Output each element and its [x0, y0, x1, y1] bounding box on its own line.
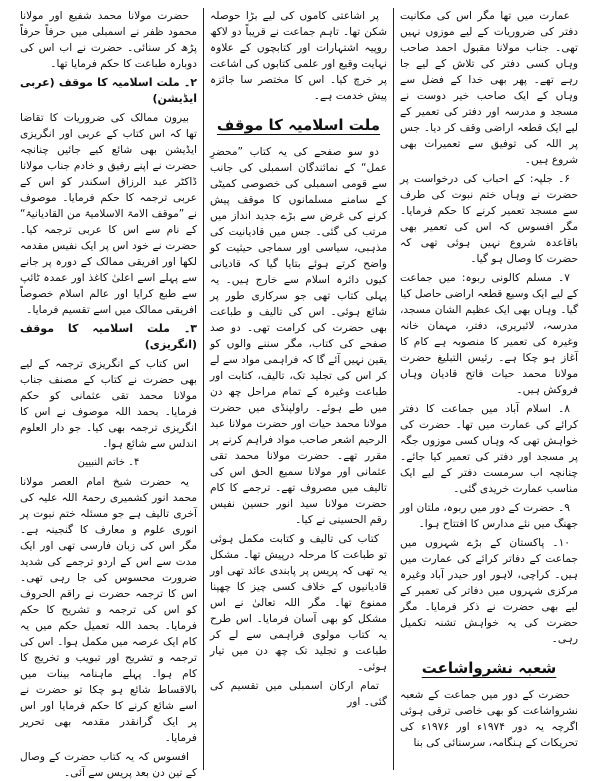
paragraph: بیرون ممالک کی ضروریات کا تقاضا تھا کہ اس کتاب کے عربی اور انگریزی ایڈیشن بھی شائع کیے جائیں چنانچہ حضرت نے اپنے رفیق و خادم جناب مولانا ڈاکٹر عبد الرزاق اسکندر کو اس کے عربی ترجمہ کا حکم فرمایا۔ موصوف نے ”موقف الامۃ الاسلامیۃ من القادیانیۃ“ کے نام سے اس کا عربی ترجمہ کیا۔ حضرت نے خود اس پر ایک نفیس مقدمہ لکھا اور افریقی ممالک کے دورہ پر جانے سے پہلے اسے اعلیٰ کاغذ اور عمدہ ٹائپ سے طبع کرایا اور عالم اسلام خصوصاً افریقی ممالک میں اسے تقسیم فرمایا۔: [20, 112, 197, 316]
paragraph: دو سو صفحے کی یہ کتاب ”محضرِ عمل“ کے نمائندگان اسمبلی کی جانب سے قومی اسمبلی کی خصوصی کمیٹی کے سامنے مسلمانوں کا موقف پیش کرنے کی غرض سے بڑے جدید انداز میں مرتب کی گئی۔ جس میں قادیانیت کی مذہبی، سیاسی اور سماجی حیثیت کو واضح کرتے ہوئے بتایا گیا کہ قادیانی کیوں دائرہ اسلام سے خارج ہیں۔ یہ پہلی کتاب تھی جو سرکاری طور پر شائع ہوئی۔ اس کی تالیف و طباعت بھی حضرت کی کرامت تھی۔ دو صد صفحے کی کتاب، مگر سننے والوں کو یقین نہیں آئے گا کہ فراہمی مواد سے لے کر اس کی تجلید تک، تالیف، کتابت اور طباعت وغیرہ کے تمام مراحل چھ دن میں طے ہوئے۔ راولپنڈی میں حضرت مولانا محمد حیات اور حضرت مولانا عبد الرحیم اشعر صاحب مواد فراہم کرنے پر مقرر تھے۔ حضرت مولانا محمد تقی عثمانی اور مولانا سمیع الحق اس کی تالیف میں مصروف تھے۔ ترجمے کا کام حضرت مولانا سید انور حسین نفیس رقم الحسینی نے کیا۔: [210, 146, 387, 526]
paragraph: ۸۔ اسلام آباد میں جماعت کا دفتر کرائے کی عمارت میں تھا۔ حضرت کی خواہش تھی کہ وہاں کسی موزوں جگہ پر مسجد اور دفتر کی تعمیر کیا جائے۔ چنانچہ اب سرمست دفتر کے لیے ایک مناسب عمارت خریدی گئی۔: [400, 403, 578, 495]
column-middle: [204, 8, 394, 770]
sub-heading: ۳۔ ملت اسلامیہ کا موقف (انگریزی): [20, 322, 197, 351]
section-heading: ملت اسلامیہ کا موقف: [216, 116, 381, 134]
paragraph: یہ حضرت شیخ امام العصر مولانا محمد انور کشمیری رحمۃ اللہ علیہ کی آخری تالیف ہے جو مسئلہ ختم نبوت پر انوری علوم و معارف کا گنجینہ ہے۔ مگر اس کی زبان فارسی تھی اور ایک مدت سے اس کے اردو ترجمے کی شدید ضرورت محسوس کی جا رہی تھی۔ اس کا ترجمہ حضرت نے راقم الحروف کو اس کی ترجمہ و تشریح کا حکم فرمایا۔ بحمد اللہ تعمیل حکم میں یہ کام ایک عرصہ میں مکمل ہوا۔ اس کی ترجمہ و تشریح اور تبویب و تخریج کا کام ہوا۔ پہلے ماہنامہ بینات میں بالاقساط شائع ہو چکا تو حضرت نے اسے شائع کرنے کا حکم فرمایا اور اس پر ایک گرانقدر مقدمہ بھی تحریر فرمایا۔: [20, 476, 197, 744]
column-left: [14, 8, 204, 779]
paragraph: ۷۔ مسلم کالونی ربوہ: میں جماعت کے لیے ایک وسیع قطعہ اراضی حاصل کیا گیا۔ وہاں بھی ایک عظیم الشان مسجد، مدرسہ، لائبریری، دفتر، مہمان خانہ وغیرہ کی تعمیر کا منصوبہ ہے کام کا آغاز ہو چکا ہے۔ رئیس التبلیغ حضرت مولانا محمد حیات فاتح قادیان وہاں فروکش ہیں۔: [400, 272, 578, 396]
paragraph: پر اشاعتی کاموں کی لیے بڑا حوصلہ شکن تھا۔ تاہم جماعت نے قریباً دو لاکھ روپیہ اشتہارات اور کتابچوں کے علاوہ نہایت وقیع اور علمی کتابوں کی اشاعت پر خرچ کیا۔ اس کا مختصر سا جائزہ پیش خدمت ہے۔: [210, 10, 387, 102]
sub-heading: ۲۔ ملت اسلامیہ کا موقف (عربی ایڈیشن): [20, 76, 197, 105]
sub-heading: ۴۔ خاتم النبیین: [77, 457, 140, 468]
paragraph: ۶۔ جلپہ: کے احباب کی درخواست پر حضرت نے وہاں ختم نبوت کی طرف سے مسجد تعمیر کرنے کا حکم فرمایا۔ مگر افسوس کہ اس کی تعمیر بھی باقاعدہ شروع نہیں ہوئی تھی کہ حضرت کا وصال ہو گیا۔: [400, 173, 578, 265]
paragraph: اس کتاب کے انگریزی ترجمہ کے لیے بھی حضرت نے کتاب کے مصنف جناب مولانا محمد تقی عثمانی کو حکم فرمایا۔ بحمد اللہ موصوف نے اس کا انگریزی ترجمہ بھی کیا۔ جو دار العلوم اندلس سے شائع ہوا۔: [20, 358, 197, 450]
section-heading: شعبہ نشرواشاعت: [421, 659, 557, 677]
paragraph: کتاب کی تالیف و کتابت مکمل ہوئی تو طباعت کا مرحلہ درپیش تھا۔ مشکل یہ تھی کہ پریس پر پابندی عائد تھی اور قادیانیوں کے خلاف کسی چیز کا چھپنا ممنوع تھا۔ مگر اللہ تعالیٰ نے اس مشکل کو بھی آسان فرمایا۔ اس طرح یہ کتاب مولوی فراہمی سے لے کر طباعت و تجلید تک چھ دن میں تیار ہوئی۔: [210, 533, 387, 673]
paragraph: عمارت میں تھا مگر اس کی مکانیت دفتر کی ضروریات کے لیے موزوں نہیں تھی۔ جناب مولانا مقبول احمد صاحب وہاں کسی دفتر کی تلاش کے لیے جا رہے تھے۔ پھر بھی خدا کے فضل سے وہاں کے ایک صاحب خیر دوست نے مسجد و مدرسہ اور دفتر کی تعمیر کے لیے ایک قطعہ اراضی وقف کر دیا۔ جس پر اللہ کی توفیق سے تعمیرات بھی شروع ہیں۔: [400, 10, 578, 166]
paragraph: ۹۔ حضرت کے دور میں ربوہ، ملتان اور جھنگ میں نئے مدارس کا افتتاح ہوا۔: [400, 502, 578, 530]
paragraph: حضرت مولانا محمد شفیع اور مولانا محمود ظفر نے اسمبلی میں حرفاً حرفاً پڑھ کر سنائی۔ حضرت نے اب اس کی دوبارہ طباعت کا حکم فرمایا تھا۔: [20, 10, 197, 70]
paragraph: ۱۰۔ پاکستان کے بڑے شہروں میں جماعت کے دفاتر کرائے کی عمارت میں ہیں۔ کراچی، لاہور اور حیدر آباد وغیرہ مرکزی شہروں میں دفاتر کی تعمیر کے لیے بھی حضرت نے ذکر فرمایا۔ مگر حضرت کی یہ خواہش تشنہ تکمیل رہی۔: [400, 537, 578, 645]
column-right: [394, 8, 584, 770]
paragraph: تمام ارکان اسمبلی میں تقسیم کی گئی۔ اور: [210, 680, 387, 708]
paragraph: حضرت کے دور میں جماعت کے شعبہ نشرواشاعت کو بھی خاصی ترقی ہوئی اگرچہ یہ دور ۱۹۷۴ء اور ۱۹۷۶ء کی تحریکات کے ہنگامہ، سرسنائی کی بنا: [400, 689, 578, 749]
paragraph: افسوس کہ یہ کتاب حضرت کے وصال کے تین دن بعد پریس سے آئی۔: [20, 751, 197, 779]
